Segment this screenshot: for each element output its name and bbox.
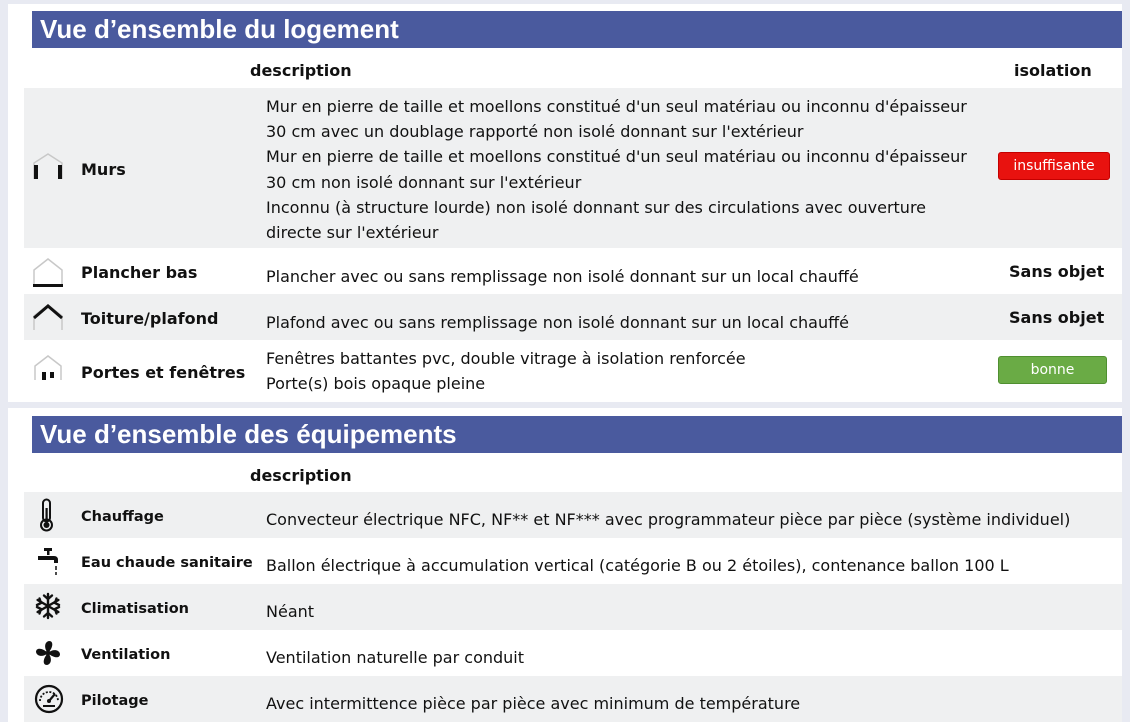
tap-icon xyxy=(36,547,62,577)
roof-icon xyxy=(32,302,64,334)
row-label: Pilotage xyxy=(81,693,149,709)
isolation-value: Sans objet xyxy=(1009,308,1105,327)
isolation-badge: bonne xyxy=(998,356,1107,384)
row-description: Néant xyxy=(266,602,315,621)
snowflake-icon xyxy=(34,592,62,620)
wall-icon xyxy=(32,151,64,181)
row-label: Murs xyxy=(81,160,126,179)
row-label: Ventilation xyxy=(81,647,171,663)
row-description: Ballon électrique à accumulation vertical (catégorie B ou 2 étoiles), contenance ballon 100 L xyxy=(266,556,1009,575)
thermometer-icon xyxy=(38,498,56,532)
row-label: Eau chaude sanitaire xyxy=(81,555,253,571)
row-description: Ventilation naturelle par conduit xyxy=(266,648,525,667)
row-description: Mur en pierre de taille et moellons constitué d'un seul matériau ou inconnu d'épaisseur 30 cm avec un doublage rapporté non isolé donnant sur l'extérieur Mur en pierre de taille et moellons constitué d'un seul matériau ou inconnu d'épaisseur 30 cm non isolé donnant sur l'extérieur Inconnu (à structure lourde) non isolé donnant sur des circulations avec ouverture directe sur l'extérieur xyxy=(266,97,967,243)
row-description: Convecteur électrique NFC, NF** et NF*** avec programmateur pièce par pièce (système individuel) xyxy=(266,510,1071,529)
equip-row-ventilation xyxy=(24,630,1122,676)
logement-col-isolation: isolation xyxy=(1014,61,1092,80)
row-label: Climatisation xyxy=(81,601,189,617)
logement-row-plancher xyxy=(24,248,1122,294)
logement-col-description: description xyxy=(250,61,352,80)
row-label: Toiture/plafond xyxy=(81,309,219,328)
equipements-panel xyxy=(8,408,1122,722)
row-label: Chauffage xyxy=(81,509,164,525)
row-description: Avec intermittence pièce par pièce avec minimum de température xyxy=(266,694,801,713)
equipements-col-description: description xyxy=(250,466,352,485)
logement-panel xyxy=(8,4,1122,402)
row-description: Plancher avec ou sans remplissage non isolé donnant sur un local chauffé xyxy=(266,267,859,286)
floor-icon xyxy=(32,256,64,288)
row-description: Fenêtres battantes pvc, double vitrage à isolation renforcée Porte(s) bois opaque pleine xyxy=(266,349,746,394)
gauge-icon xyxy=(34,684,64,714)
row-label: Portes et fenêtres xyxy=(81,363,246,382)
doors-windows-icon xyxy=(32,352,64,384)
equip-row-pilotage xyxy=(24,676,1122,722)
equip-row-chauffage xyxy=(24,492,1122,538)
equipements-section-title: Vue d’ensemble des équipements xyxy=(32,416,1122,453)
logement-row-portes xyxy=(24,340,1122,398)
logement-row-murs xyxy=(24,88,1122,248)
equip-row-climatisation xyxy=(24,584,1122,630)
isolation-badge: insuffisante xyxy=(998,152,1110,180)
row-label: Plancher bas xyxy=(81,263,198,282)
fan-icon xyxy=(34,639,62,667)
logement-section-title: Vue d’ensemble du logement xyxy=(32,11,1122,48)
equip-row-ecs xyxy=(24,538,1122,584)
isolation-value: Sans objet xyxy=(1009,262,1105,281)
logement-row-toiture xyxy=(24,294,1122,340)
row-description: Plafond avec ou sans remplissage non isolé donnant sur un local chauffé xyxy=(266,313,849,332)
